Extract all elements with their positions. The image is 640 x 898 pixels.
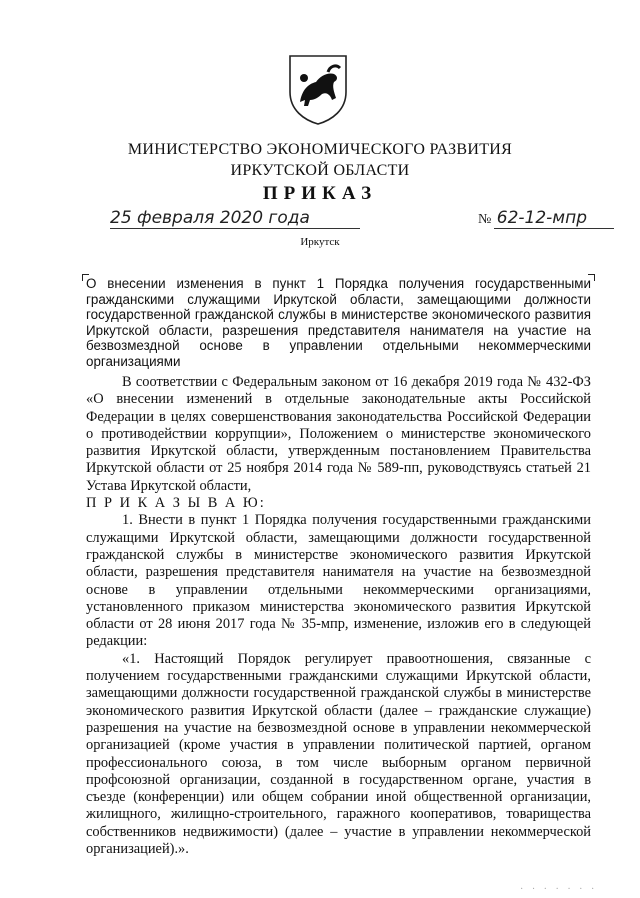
coat-of-arms-emblem-icon	[284, 52, 352, 126]
order-title: О внесении изменения в пункт 1 Порядка получения государственными гражданскими служащими Иркутской области, замещающими должности государственной гражданской службы в министерстве экономического развития Иркутской области, разрешения представителя нанимателя на участие на безвозмездной основе в управлении отдельными некоммерческими организациями	[86, 276, 591, 369]
document-type: ПРИКАЗ	[262, 183, 378, 204]
ministry-name-line2: ИРКУТСКОЙ ОБЛАСТИ	[230, 162, 410, 179]
ministry-name-line1: МИНИСТЕРСТВО ЭКОНОМИЧЕСКОГО РАЗВИТИЯ	[127, 141, 513, 158]
order-keyword: П Р И К А З Ы В А Ю:	[86, 495, 266, 512]
item-1-paragraph: 1. Внести в пункт 1 Порядка получения государственными гражданскими служащими Иркутской области, замещающими должности государственной гражданской службы в министерстве экономического развития Иркутской области, разрешения представителя нанимателя на участие на безвозмездной основе в управлении отдельными некоммерческими организациями, установленного приказом министерства экономического развития Иркутской области от 28 июня 2017 года № 35-мпр, изменение, изложив его в следующей редакции:	[86, 512, 591, 650]
order-date: 25 февраля 2020 года	[110, 208, 310, 228]
scan-artifact-divider: · · · · · · ·	[520, 884, 598, 895]
preamble-paragraph: В соответствии с Федеральным законом от 16 декабря 2019 года № 432-ФЗ «О внесении изменений в отдельные законодательные акты Российской Федерации в целях совершенствования законодательства Российской Федерации о противодействии коррупции», Положением о министерстве экономического развития Иркутской области, утвержденным постановлением Правительства Иркутской области от 25 ноября 2014 года № 589-пп, руководствуясь статьей 21 Устава Иркутской области,	[86, 374, 591, 494]
city-name: Иркутск	[300, 236, 340, 248]
new-wording-paragraph: «1. Настоящий Порядок регулирует правоотношения, связанные с получением государственными гражданскими служащими Иркутской области, замещающими должности государственной гражданской службы в министерстве экономического развития Иркутской области (далее – гражданские служащие) разрешения на участие на безвозмездной основе в управлении некоммерческой организацией (кроме участия в управлении политической партией, органом профессионального союза, в том числе выборным органом первичной профсоюзной организации, созданной в государственном органе, участия в съезде (конференции) или общем собрании иной общественной организации, жилищного, жилищно-строительного, гаражного кооперативов, товарищества собственников недвижимости) (далее – участие в управлении некоммерческой организацией).».	[86, 650, 591, 858]
order-number: № 62-12-мпр	[478, 208, 587, 228]
order-body	[86, 374, 591, 858]
